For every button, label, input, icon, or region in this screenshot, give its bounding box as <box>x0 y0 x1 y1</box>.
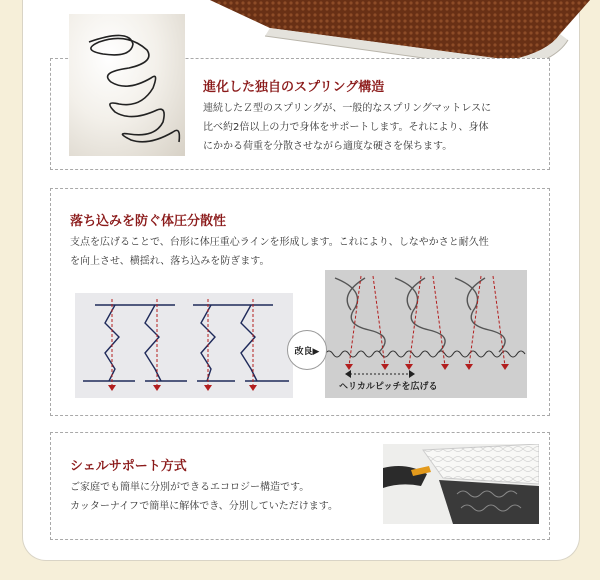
improved-badge: 改良▶ <box>287 330 327 370</box>
mattress-disassembly-photo <box>383 444 539 524</box>
pressure-distribution-title: 落ち込みを防ぐ体圧分散性 <box>70 214 227 229</box>
spring-structure-description: 連続したＺ型のスプリングが、一般的なスプリングマットレスに 比べ約2倍以上の力で身体をサポートします。それにより、身体 にかかる荷重を分散させながら適度な硬さを保ちます。 <box>203 103 492 152</box>
shell-support-title: シェルサポート方式 <box>70 459 187 474</box>
conventional-spring-diagram <box>75 293 293 398</box>
pressure-distribution-description: 支点を広げることで、台形に体圧重心ラインを形成します。これにより、しなやかさと耐久性 を向上させ、横揺れ、落ち込みを防ぎます。 <box>70 237 489 267</box>
shell-support-description: ご家庭でも簡単に分別ができるエコロジー構造です。 カッターナイフで簡単に解体でき、分別していただけます。 <box>70 482 338 512</box>
pitch-width-arrow-icon <box>345 369 415 379</box>
z-spring-coil-image <box>69 14 185 156</box>
spring-structure-title: 進化した独自のスプリング構造 <box>203 80 385 95</box>
helical-pitch-label: ヘリカルピッチを広げる <box>339 382 438 392</box>
